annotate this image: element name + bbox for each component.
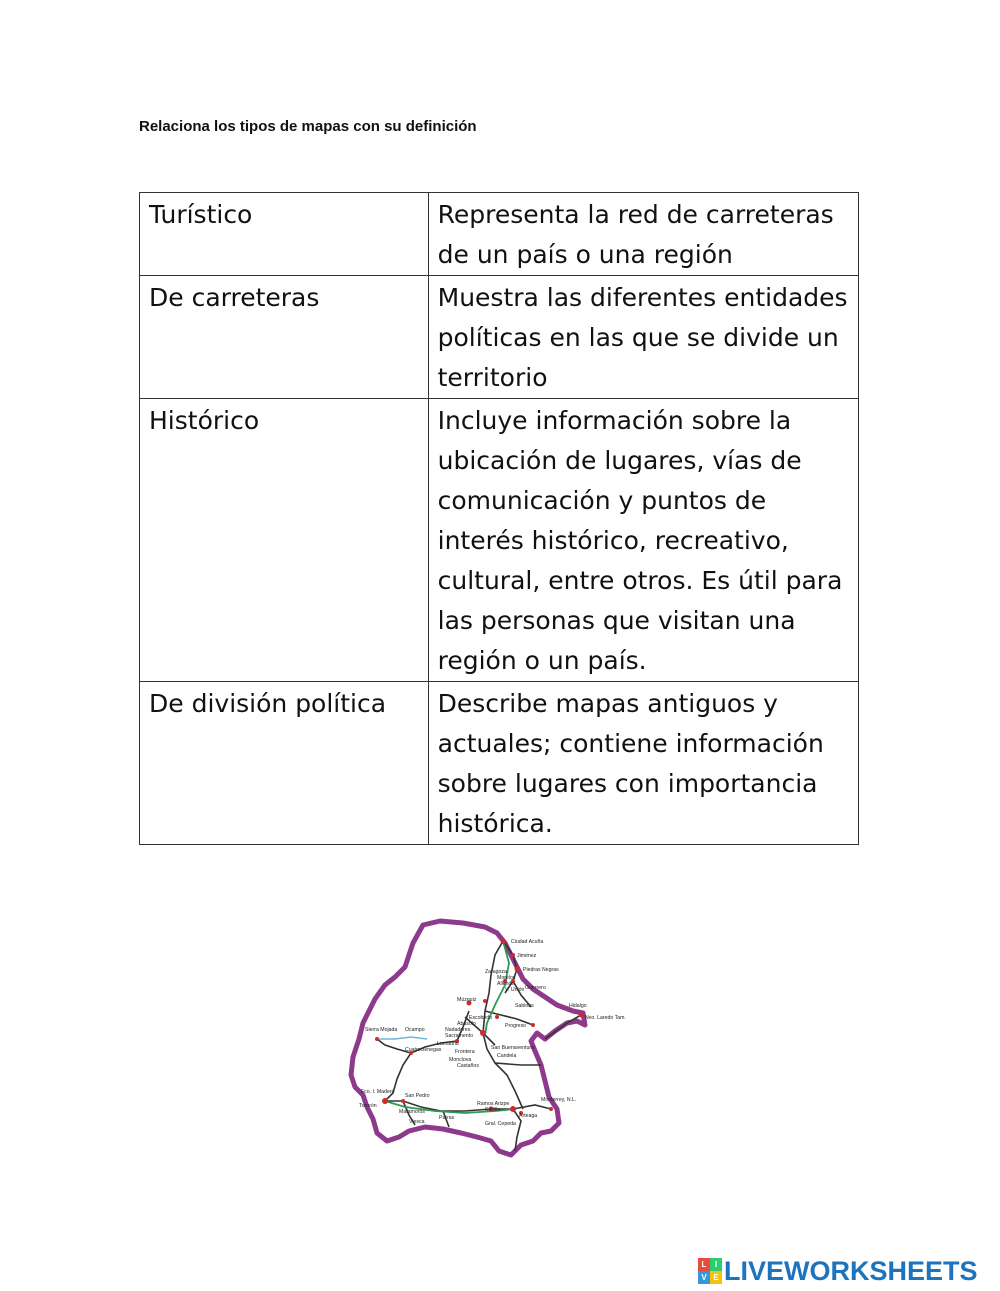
map-label: Viesca — [409, 1119, 425, 1125]
map-label: Nvo. Laredo Tam. — [585, 1015, 626, 1021]
definition-cell: Describe mapas antiguos y actuales; contiene información sobre lugares con importancia histórica. — [428, 682, 858, 845]
definition-cell: Incluye información sobre la ubicación de lugares, vías de comunicación y puntos de interés histórico, recreativo, cultural, entre otros. Es útil para las personas que visitan una región o un país. — [428, 399, 858, 682]
map-type-cell: De división política — [140, 682, 429, 845]
map-label: San Pedro — [405, 1093, 430, 1099]
map-label: Piedras Negras — [523, 967, 559, 973]
map-label: Hidalgo — [569, 1003, 587, 1009]
instruction-title: Relaciona los tipos de mapas con su definición — [139, 118, 477, 135]
logo-icon — [698, 1258, 722, 1284]
map-label: Escobedo — [469, 1015, 493, 1021]
map-label: Sierra Mojada — [365, 1027, 398, 1033]
table-row — [140, 193, 859, 276]
map-label: Progreso — [505, 1023, 527, 1029]
map-label: Morelos — [497, 975, 516, 981]
liveworksheets-logo — [698, 1255, 978, 1286]
matching-table — [139, 192, 859, 845]
map-label: San Buenaventura — [491, 1045, 534, 1051]
map-label: Torreón — [359, 1103, 377, 1109]
map-label: Parras — [439, 1115, 455, 1121]
map-label: Abasolo — [457, 1021, 476, 1027]
map-label: Lamadrid — [437, 1041, 459, 1047]
map-label: Monterrey, N.L. — [541, 1097, 577, 1103]
logo-icon-letter: E — [710, 1271, 722, 1284]
logo-icon-letter: L — [698, 1258, 710, 1271]
map-label: Zaragoza — [485, 969, 507, 975]
map-label: Ciudad Acuña — [511, 939, 544, 945]
map-label: Cuatrociénegas — [405, 1047, 442, 1053]
map-label: Saltillo — [485, 1107, 501, 1113]
map-type-cell: Turístico — [140, 193, 429, 276]
road-map-image — [345, 915, 626, 1165]
table-row — [140, 276, 859, 399]
map-label: Sabinas — [515, 1003, 534, 1009]
map-label: Nadadores — [445, 1027, 471, 1033]
map-label: Monclova — [449, 1057, 472, 1063]
map-label: Guerrero — [525, 985, 546, 991]
map-label: Arteaga — [519, 1113, 538, 1119]
table-row — [140, 399, 859, 682]
map-label: Matamoros — [399, 1109, 425, 1115]
table-row — [140, 682, 859, 845]
logo-icon-letter: V — [698, 1271, 710, 1284]
map-label: Sacramento — [445, 1033, 473, 1039]
map-type-cell: De carreteras — [140, 276, 429, 399]
map-label: Ramos Arizpe — [477, 1101, 510, 1107]
map-label: Múzquiz — [457, 997, 477, 1003]
map-label: Allende — [497, 981, 515, 987]
map-label: Jiménez — [517, 953, 537, 959]
map-label: Frontera — [455, 1049, 475, 1055]
map-label: Fco. I. Madero — [361, 1089, 395, 1095]
logo-icon-letter: I — [710, 1258, 722, 1271]
map-label: Castaños — [457, 1063, 479, 1069]
map-label: Gral. Cepeda — [485, 1121, 516, 1127]
map-type-cell: Histórico — [140, 399, 429, 682]
map-label: Ocampo — [405, 1027, 425, 1033]
logo-text: LIVEWORKSHEETS — [724, 1255, 978, 1286]
definition-cell: Muestra las diferentes entidades políticas en las que se divide un territorio — [428, 276, 858, 399]
map-label: V. Unión — [505, 987, 525, 993]
definition-cell: Representa la red de carreteras de un país o una región — [428, 193, 858, 276]
map-label: Candela — [497, 1053, 517, 1059]
